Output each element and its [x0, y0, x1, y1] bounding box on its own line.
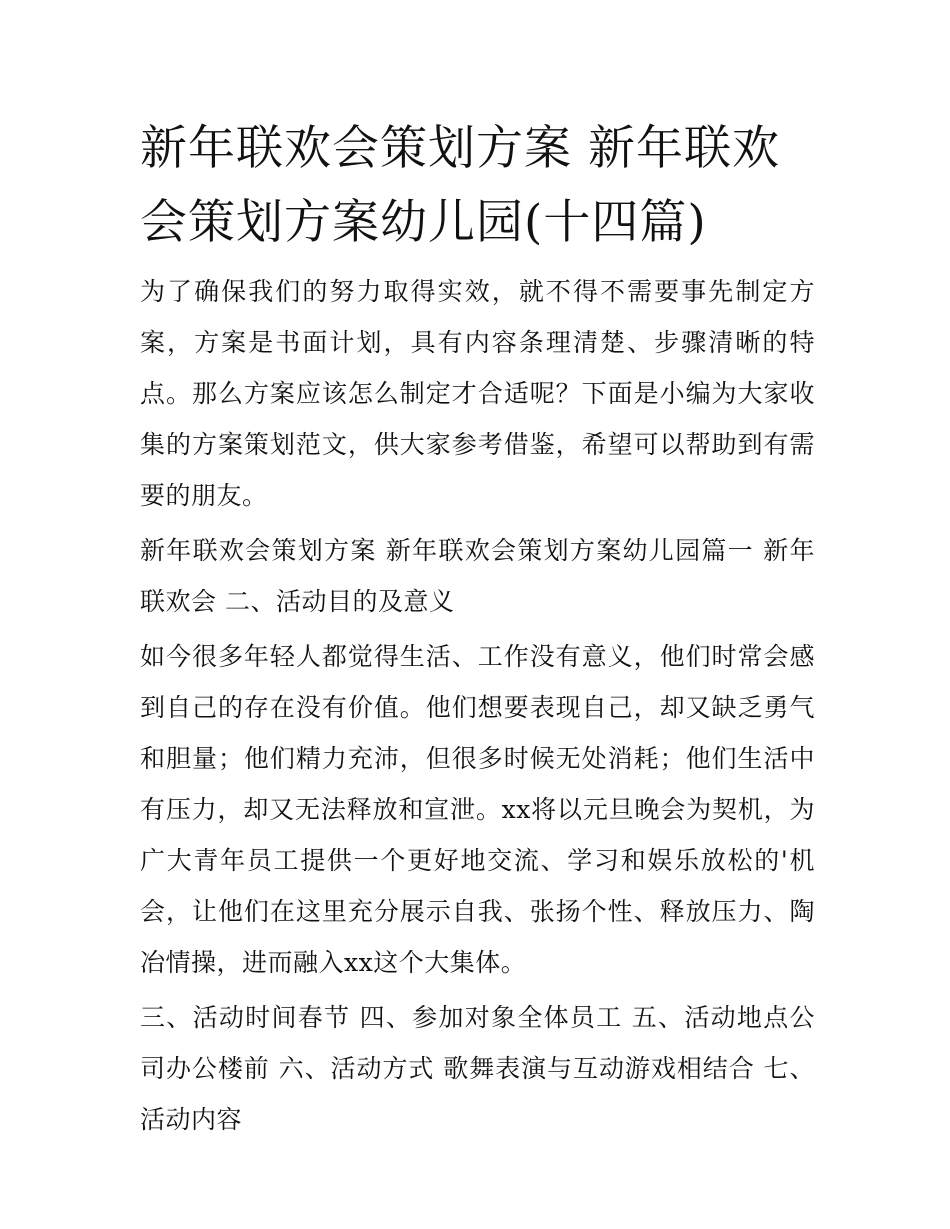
document-title: 新年联欢会策划方案 新年联欢会策划方案幼儿园(十四篇): [140, 121, 780, 250]
purpose-paragraph: 如今很多年轻人都觉得生活、工作没有意义，他们时常会感到自己的存在没有价值。他们想要表现自己，却又缺乏勇气和胆量；他们精力充沛，但很多时候无处消耗；他们生活中有压力，却又无法释放和宣泄。xx将以元旦晚会为契机，为广大青年员工提供一个更好地交流、学习和娱乐放松的'机会，让他们在这里充分展示自我、张扬个性、释放压力、陶冶情操，进而融入xx这个大集体。: [140, 642, 815, 977]
intro-paragraph: 为了确保我们的努力取得实效，就不得不需要事先制定方案，方案是书面计划，具有内容条理清楚、步骤清晰的特点。那么方案应该怎么制定才合适呢？下面是小编为大家收集的方案策划范文，供大家参考借鉴，希望可以帮助到有需要的朋友。: [140, 277, 815, 510]
document-body: [140, 112, 815, 1149]
section-heading-paragraph: 新年联欢会策划方案 新年联欢会策划方案幼儿园篇一 新年联欢会 二、活动目的及意义: [140, 536, 815, 616]
details-paragraph: 三、活动时间春节 四、参加对象全体员工 五、活动地点公司办公楼前 六、活动方式 歌舞表演与互动游戏相结合 七、活动内容: [140, 1003, 815, 1134]
